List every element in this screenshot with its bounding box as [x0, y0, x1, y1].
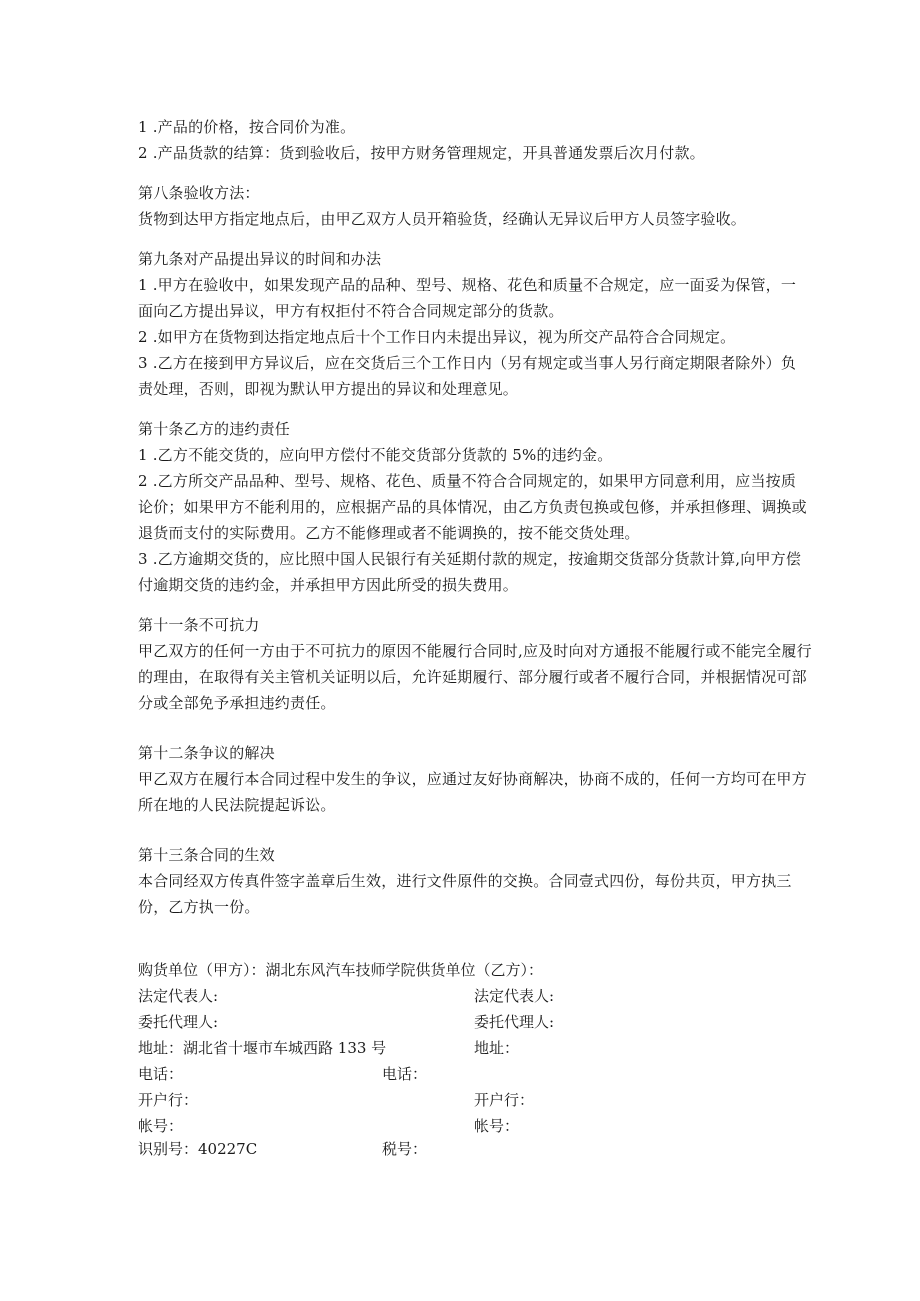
seller-agent: 委托代理人: [474, 1013, 555, 1031]
clause-line: 2 .产品货款的结算：货到验收后，按甲方财务管理规定，开具普通发票后次月付款。 [138, 144, 705, 162]
clause-line: 1 .乙方不能交货的，应向甲方偿付不能交货部分货款的 5%的违约金。 [138, 446, 613, 464]
article-12 [138, 740, 828, 818]
account-row [138, 1113, 828, 1136]
address-row [138, 1035, 828, 1061]
clause-line: 甲乙双方在履行本合同过程中发生的争议，应通过友好协商解决，协商不成的，任何一方均可在甲方 [138, 770, 807, 788]
bank-row [138, 1087, 828, 1113]
clause-line: 付逾期交货的违约金，并承担甲方因此所受的损失费用。 [138, 576, 519, 594]
clause-line: 本合同经双方传真件签字盖章后生效，进行文件原件的交换。合同壹式四份，每份共页，甲方执三 [138, 872, 792, 890]
parties-header: 购货单位（甲方）：湖北东风汽车技师学院供货单位（乙方）： [138, 961, 544, 979]
buyer-tax-id: 识别号：40227C [138, 1140, 258, 1158]
phone-row [138, 1061, 828, 1087]
article-heading: 第九条对产品提出异议的时间和办法 [138, 250, 382, 268]
clause-line: 1 .甲方在验收中，如果发现产品的品种、型号、规格、花色和质量不合规定，应一面妥为保管，一 [138, 276, 797, 294]
agent-row [138, 1009, 828, 1035]
buyer-address: 地址：湖北省十堰市车城西路 133 号 [138, 1039, 387, 1057]
article-heading: 第十二条争议的解决 [138, 744, 275, 762]
clause-line: 的理由，在取得有关主管机关证明以后，允许延期履行、部分履行或者不履行合同，并根据情况可部 [138, 668, 807, 686]
article-heading: 第十一条不可抗力 [138, 616, 260, 634]
buyer-phone: 电话： [138, 1065, 184, 1083]
buyer-bank: 开户行： [138, 1091, 199, 1109]
seller-phone: 电话： [382, 1065, 428, 1083]
article-heading: 第十条乙方的违约责任 [138, 420, 291, 438]
seller-bank: 开户行： [474, 1091, 535, 1109]
seller-legal-rep: 法定代表人: [474, 987, 555, 1005]
clause-line: 2 .乙方所交产品品种、型号、规格、花色、质量不符合合同规定的，如果甲方同意利用，应当按质 [138, 472, 797, 490]
seller-tax-id: 税号： [382, 1140, 428, 1158]
clause-line: 退货而支付的实际费用。乙方不能修理或者不能调换的，按不能交货处理。 [138, 524, 640, 542]
seller-account: 帐号： [474, 1117, 520, 1135]
clause-line: 1 .产品的价格，按合同价为准。 [138, 118, 356, 136]
buyer-account: 帐号： [138, 1117, 184, 1135]
article-heading: 第十三条合同的生效 [138, 846, 275, 864]
clause-line: 3 .乙方在接到甲方异议后，应在交货后三个工作日内（另有规定或当事人另行商定期限者除外）负 [138, 354, 797, 372]
signature-header-row [138, 957, 828, 983]
taxid-row [138, 1136, 828, 1162]
signature-block [138, 957, 828, 1162]
buyer-legal-rep: 法定代表人: [138, 987, 219, 1005]
clause-line: 3 .乙方逾期交货的，应比照中国人民银行有关延期付款的规定，按逾期交货部分货款计算,向甲方偿 [138, 550, 802, 568]
article-11 [138, 612, 828, 716]
clause-line: 份，乙方执一份。 [138, 898, 260, 916]
article-heading: 第八条验收方法： [138, 184, 260, 202]
clause-line: 货物到达甲方指定地点后，由甲乙双方人员开箱验货，经确认无异议后甲方人员签字验收。 [138, 210, 747, 228]
clause-line: 论价；如果甲方不能利用的，应根据产品的具体情况，由乙方负责包换或包修，并承担修理、调换或 [138, 498, 807, 516]
clause-line: 面向乙方提出异议，甲方有权拒付不符合合同规定部分的货款。 [138, 302, 564, 320]
article-9 [138, 246, 828, 402]
clause-line: 2 .如甲方在货物到达指定地点后十个工作日内未提出异议，视为所交产品符合合同规定。 [138, 328, 736, 346]
buyer-agent: 委托代理人: [138, 1013, 219, 1031]
article-8 [138, 180, 828, 232]
article-10 [138, 416, 828, 598]
article-13 [138, 842, 828, 920]
seller-address: 地址： [474, 1039, 520, 1057]
payment-clauses [138, 114, 828, 166]
clause-line: 所在地的人民法院提起诉讼。 [138, 796, 336, 814]
contract-body [138, 114, 828, 920]
clause-line: 甲乙双方的任何一方由于不可抗力的原因不能履行合同时,应及时向对方通报不能履行或不能完全履行 [138, 642, 812, 660]
legal-rep-row [138, 983, 828, 1009]
clause-line: 分或全部免予承担违约责任。 [138, 694, 336, 712]
clause-line: 责处理，否则，即视为默认甲方提出的异议和处理意见。 [138, 380, 519, 398]
